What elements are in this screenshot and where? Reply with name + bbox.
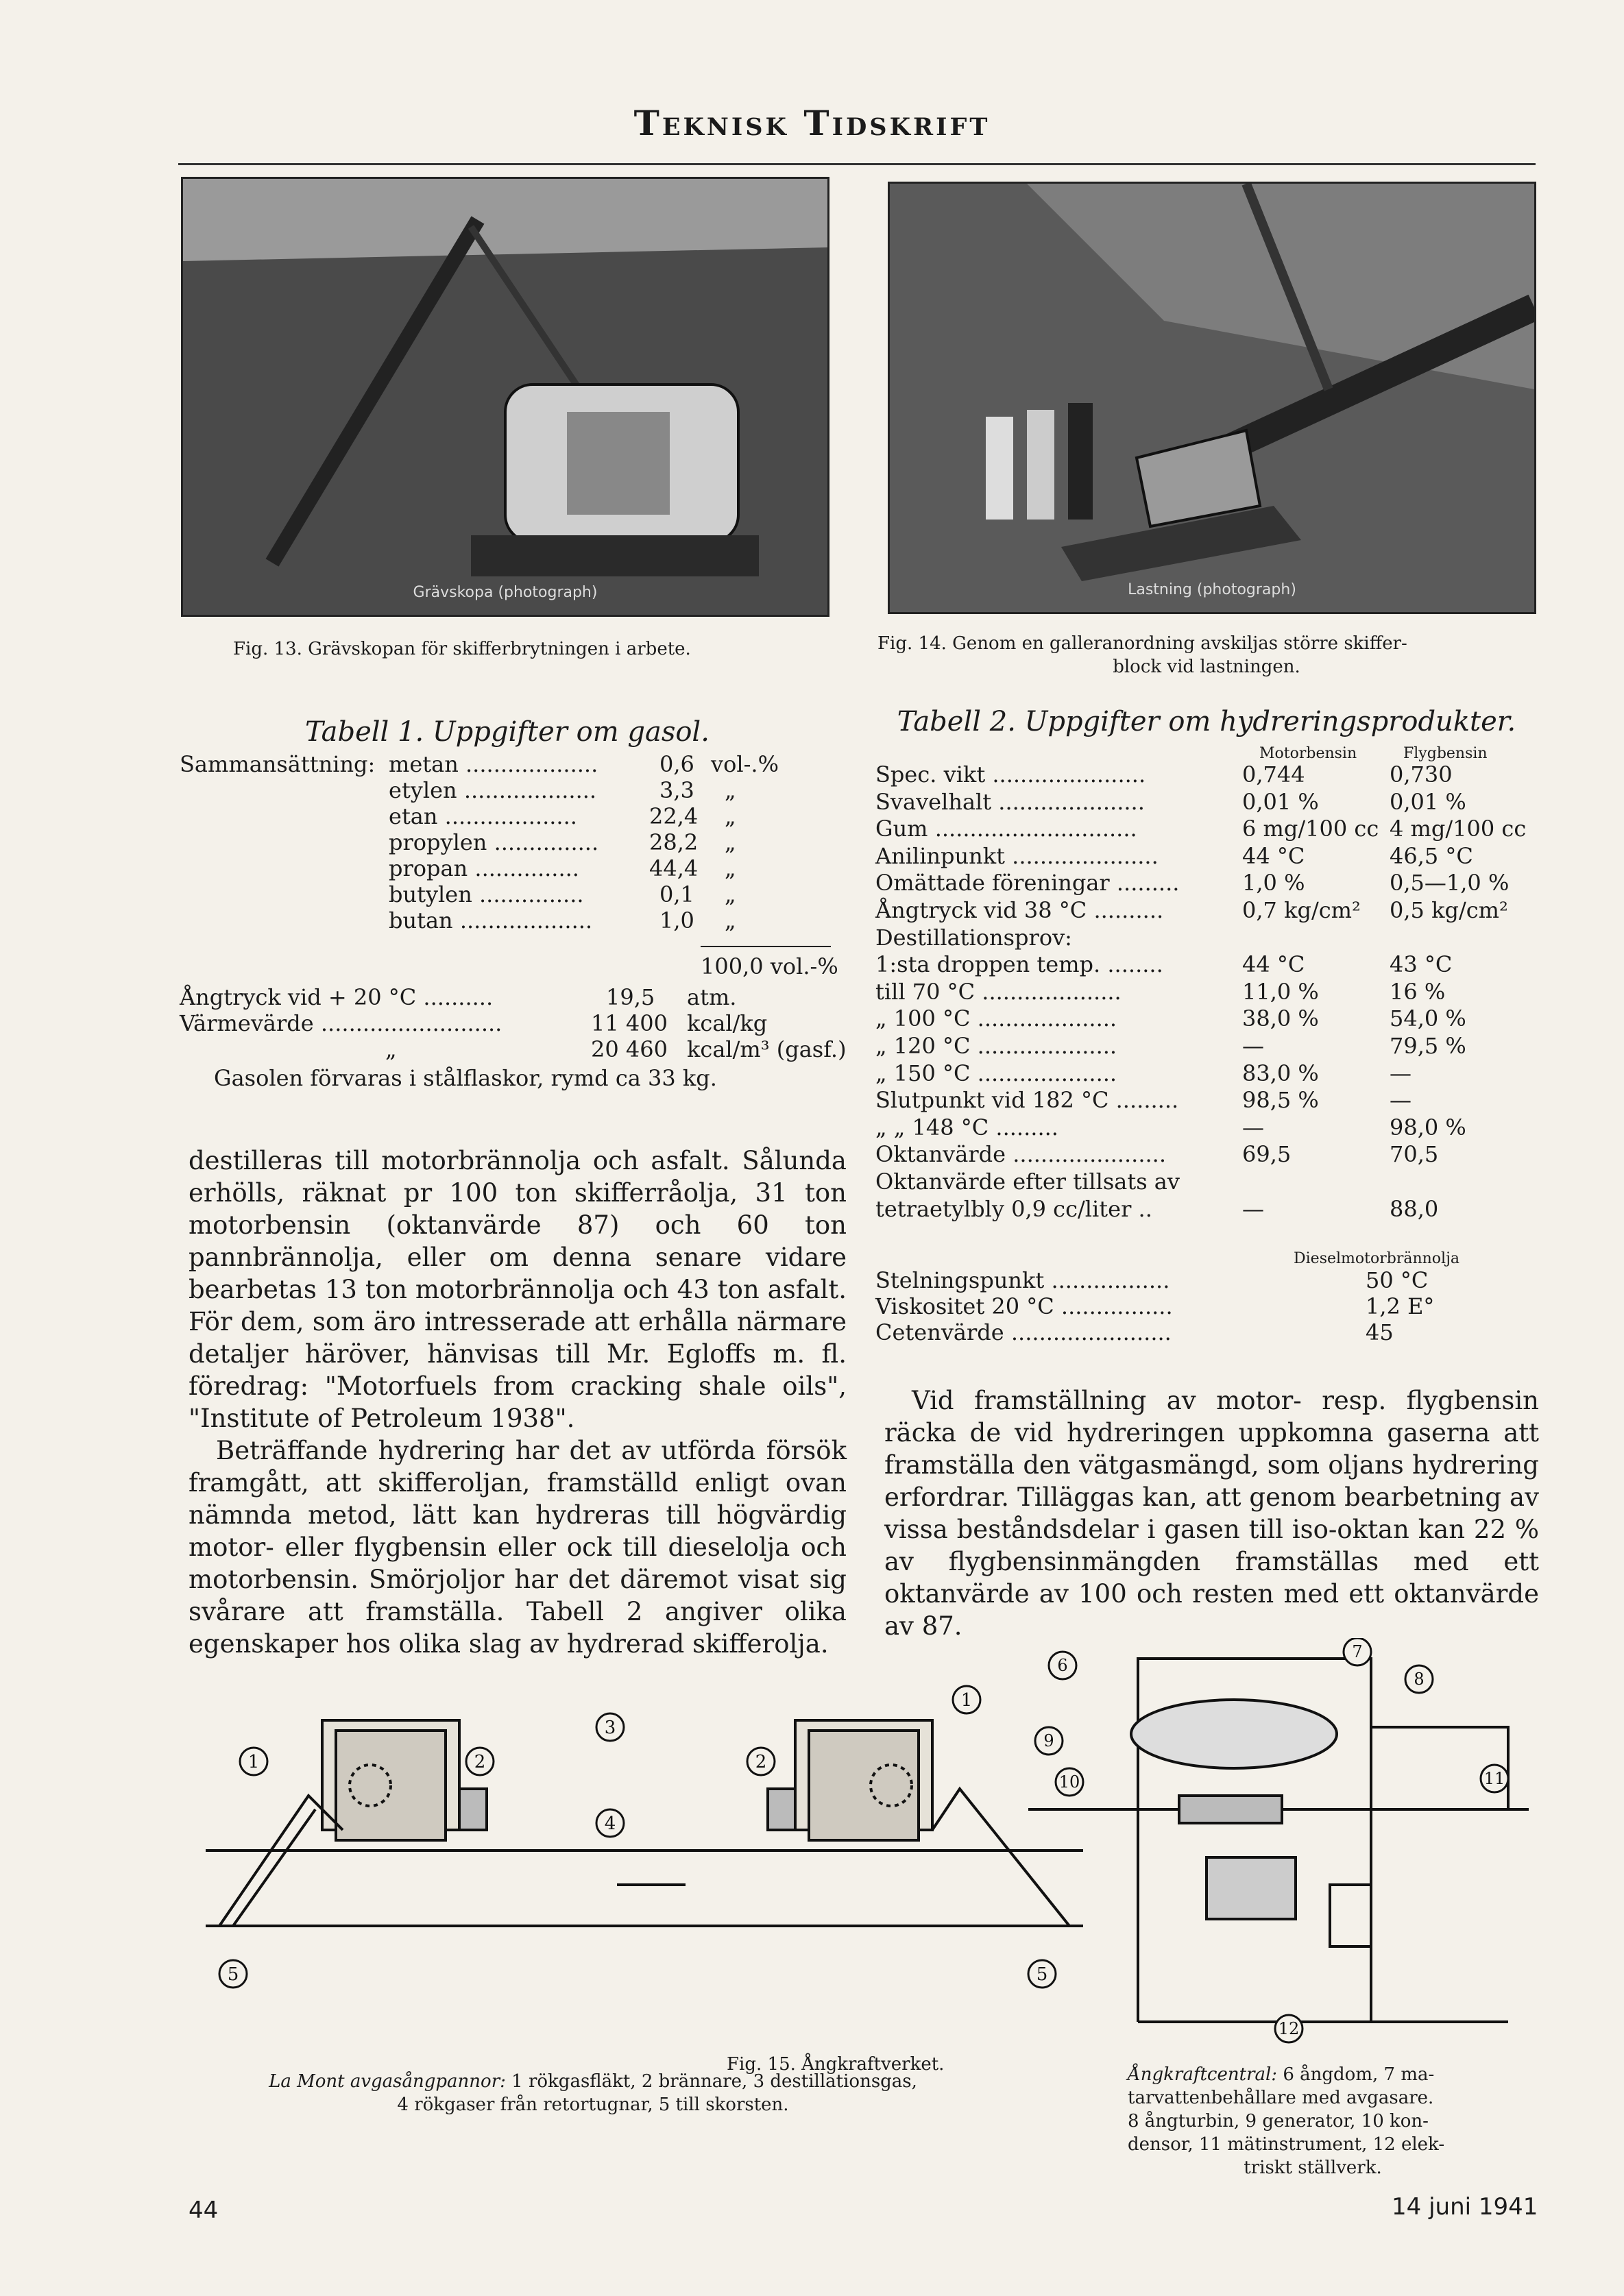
- tabell1-row-unit: „: [725, 777, 736, 803]
- fig14-caption-line1: Fig. 14. Genom en galleranordning avskiljas större skiffer-: [877, 633, 1407, 654]
- tabell1-row-unit: vol-.%: [711, 751, 779, 777]
- fig15-right-caption-line4: densor, 11 mätinstrument, 12 elek-: [1128, 2134, 1445, 2155]
- tabell2-row-label: „ „ 148 °C .........: [875, 1114, 1058, 1140]
- fig15-right-caption: [1128, 2063, 1498, 2179]
- masthead-rule: [178, 163, 1536, 165]
- callout-7: 7: [1352, 1642, 1363, 1661]
- fig14-photo-label: Lastning (photograph): [1128, 581, 1296, 598]
- tabell2-row-label: Oktanvärde ......................: [875, 1141, 1166, 1168]
- tabell2-row-flygbensin: 43 °C: [1390, 951, 1453, 978]
- excavator-illustration: [183, 179, 827, 615]
- tabell2-row-flygbensin: 46,5 °C: [1390, 842, 1473, 869]
- tabell1-row-unit: „: [725, 803, 736, 829]
- fig14-caption-line2: block vid lastningen.: [1113, 657, 1300, 677]
- tabell1-note: Gasolen förvaras i stålflaskor, rymd ca 33 kg.: [214, 1065, 717, 1091]
- callout-2-left: 2: [474, 1752, 486, 1772]
- tabell2-row-flygbensin: 79,5 %: [1390, 1033, 1466, 1059]
- tabell2-diesel-label: Stelningspunkt .................: [875, 1267, 1170, 1293]
- tabell1-extra-value: 11 400: [591, 1010, 668, 1036]
- fig14-photo: [888, 182, 1536, 614]
- tabell2-row-flygbensin: 16 %: [1390, 978, 1446, 1005]
- callout-5-right: 5: [1036, 1964, 1048, 1985]
- tabell1-extra-label: „: [385, 1036, 397, 1062]
- fig15-left-caption-rest1: 1 rökgasfläkt, 2 brännare, 3 destillationsgas,: [505, 2071, 917, 2092]
- tabell2-col1-header: Motorbensin: [1259, 745, 1357, 762]
- tabell1-sum-rule: [701, 946, 831, 947]
- tabell1-title: Tabell 1. Uppgifter om gasol.: [305, 716, 710, 748]
- callout-2-right: 2: [755, 1752, 767, 1772]
- tabell2: [875, 740, 1534, 1357]
- callout-10: 10: [1058, 1772, 1080, 1792]
- tabell1-extra-unit: atm.: [687, 984, 737, 1010]
- tabell2-row-label: Oktanvärde efter tillsats av: [875, 1169, 1180, 1195]
- tabell1-total: 100,0 vol.-%: [701, 953, 838, 979]
- tabell2-row-motorbensin: 11,0 %: [1242, 978, 1319, 1005]
- tabell2-row-flygbensin: 0,5—1,0 %: [1390, 870, 1510, 896]
- tabell1-lead: Sammansättning:: [180, 751, 376, 777]
- tabell1-row-value: 22,4: [649, 803, 699, 829]
- tabell2-title: Tabell 2. Uppgifter om hydreringsprodukter.: [897, 706, 1516, 737]
- fig13-photo: [181, 177, 829, 617]
- callout-4: 4: [604, 1813, 616, 1834]
- tabell1-row-value: 28,2: [649, 829, 699, 855]
- tabell1-row-label: etan ...................: [389, 803, 577, 829]
- tabell1-extra-value: 20 460: [591, 1036, 668, 1062]
- tabell2-row-motorbensin: 83,0 %: [1242, 1060, 1319, 1086]
- callout-1-left: 1: [247, 1752, 260, 1772]
- tabell1-row-unit: „: [725, 829, 736, 855]
- tabell2-row-motorbensin: 44 °C: [1242, 951, 1305, 978]
- callout-1-right: 1: [960, 1690, 973, 1711]
- callout-8: 8: [1414, 1670, 1425, 1689]
- fig13-photo-label: Grävskopa (photograph): [413, 584, 598, 601]
- fig15-left-caption-italic: La Mont avgasångpannor:: [269, 2071, 506, 2092]
- callout-12: 12: [1278, 2019, 1300, 2038]
- callout-9: 9: [1043, 1731, 1054, 1750]
- tabell1-extra-unit: kcal/m³ (gasf.): [687, 1036, 847, 1062]
- tabell1-extra-unit: kcal/kg: [687, 1010, 768, 1036]
- tabell1-row-label: butylen ...............: [389, 881, 584, 907]
- tabell1-row-unit: „: [725, 907, 736, 933]
- callout-5-left: 5: [227, 1964, 239, 1985]
- tabell2-row-flygbensin: 70,5: [1390, 1141, 1439, 1168]
- tabell2-row-motorbensin: 1,0 %: [1242, 870, 1305, 896]
- tabell2-diesel-label: Viskositet 20 °C ................: [875, 1293, 1173, 1319]
- boiler-right: [590, 1720, 1083, 1926]
- tabell2-row-flygbensin: 0,5 kg/cm²: [1390, 897, 1508, 923]
- tabell1-row-value: 0,1: [659, 881, 694, 907]
- tabell1-extra-value: 19,5: [606, 984, 655, 1010]
- tabell2-row-motorbensin: 38,0 %: [1242, 1005, 1319, 1032]
- masthead: Teknisk Tidskrift: [633, 103, 991, 143]
- tabell1-row-unit: „: [725, 881, 736, 907]
- callout-3: 3: [604, 1718, 616, 1738]
- tabell2-row-label: „ 150 °C ....................: [875, 1060, 1117, 1086]
- tabell2-row-flygbensin: —: [1390, 1060, 1411, 1086]
- tabell1-extra-label: Ångtryck vid + 20 °C ..........: [180, 984, 494, 1010]
- body-right-p1: Vid framställning av motor- resp. flygbensin räcka de vid hydreringen uppkomna gaserna att framställa den vätgasmängd, som oljans hydrering erfordrar. Tilläggas kan, att genom bearbetning av vissa beståndsdelar i gasen till iso-oktan kan 22 % av flygbensinmängden framställas med ett oktanvärde av 100 och resten med ett oktanvärde av 87.: [884, 1386, 1539, 1641]
- tabell2-row-motorbensin: 44 °C: [1242, 842, 1305, 869]
- callout-11: 11: [1483, 1769, 1505, 1788]
- tabell2-row-label: Destillationsprov:: [875, 924, 1072, 951]
- tabell2-diesel-value: 45: [1366, 1319, 1394, 1345]
- fig15-boiler-diagram: [206, 1672, 1083, 2029]
- loading-illustration: [890, 184, 1534, 612]
- tabell2-col2-header: Flygbensin: [1403, 745, 1488, 762]
- page-number: 44: [189, 2197, 219, 2224]
- tabell2-row-label: Anilinpunkt .....................: [875, 842, 1159, 869]
- tabell2-row-motorbensin: —: [1242, 1033, 1264, 1059]
- tabell2-row-motorbensin: 0,744: [1242, 761, 1305, 787]
- tabell2-row-label: Spec. vikt ......................: [875, 761, 1146, 787]
- tabell1-row-label: propan ...............: [389, 855, 579, 881]
- tabell1-row-unit: „: [725, 855, 736, 881]
- tabell1-extra-label: Värmevärde ..........................: [180, 1010, 502, 1036]
- fig15-left-caption: [189, 2070, 997, 2116]
- tabell1-row-value: 1,0: [659, 907, 694, 933]
- tabell2-diesel-header: Dieselmotorbrännolja: [1294, 1250, 1460, 1267]
- fig15-left-caption-rest2: 4 rökgaser från retortugnar, 5 till skorsten.: [397, 2095, 789, 2115]
- callout-6: 6: [1057, 1656, 1068, 1675]
- tabell2-diesel-value: 1,2 E°: [1366, 1293, 1435, 1319]
- tabell2-row-motorbensin: 69,5: [1242, 1141, 1292, 1168]
- tabell1-row-value: 44,4: [649, 855, 699, 881]
- tabell2-row-flygbensin: 88,0: [1390, 1195, 1439, 1222]
- tabell2-row-motorbensin: 0,7 kg/cm²: [1242, 897, 1361, 923]
- tabell1-row-label: etylen ...................: [389, 777, 597, 803]
- tabell2-row-motorbensin: 0,01 %: [1242, 788, 1319, 815]
- tabell2-row-label: Slutpunkt vid 182 °C .........: [875, 1087, 1179, 1114]
- fig15-right-caption-rest1: 6 ångdom, 7 ma-: [1277, 2064, 1435, 2085]
- tabell2-row-flygbensin: 0,01 %: [1390, 788, 1466, 815]
- issue-date: 14 juni 1941: [1392, 2193, 1538, 2221]
- tabell1-row-label: butan ...................: [389, 907, 593, 933]
- fig15-title: Fig. 15. Ångkraftverket.: [727, 2054, 945, 2075]
- tabell2-row-label: Omättade föreningar .........: [875, 870, 1180, 896]
- tabell2-row-flygbensin: —: [1390, 1087, 1411, 1114]
- tabell2-row-label: „ 100 °C ....................: [875, 1005, 1117, 1032]
- body-left-p2: Beträffande hydrering har det av utförda försök framgått, att skifferoljan, framställd enligt ovan nämnda metod, lätt kan hydreras till högvärdig motor- eller flygbensin eller ock till dieselolja och motorbensin. Smörjoljor har det däremot visat sig svårare att framställa. Tabell 2 angiver olika egenskaper hos olika slag av hydrerad skifferolja.: [189, 1436, 847, 1659]
- tabell1-row-label: propylen ...............: [389, 829, 599, 855]
- body-left: [189, 1145, 847, 1660]
- fig15-right-caption-line5: triskt ställverk.: [1244, 2158, 1382, 2178]
- tabell2-row-label: Svavelhalt .....................: [875, 788, 1145, 815]
- fig15-powerhouse-diagram: [1028, 1638, 1529, 2049]
- tabell1: [180, 750, 847, 1093]
- body-right: [884, 1384, 1539, 1642]
- fig15-right-caption-italic: Ångkraftcentral:: [1128, 2064, 1278, 2085]
- tabell1-row-label: metan ...................: [389, 751, 598, 777]
- tabell2-row-label: tetraetylbly 0,9 cc/liter ..: [875, 1195, 1152, 1222]
- fig13-caption: Fig. 13. Grävskopan för skifferbrytningen i arbete.: [233, 639, 691, 659]
- tabell2-row-label: 1:sta droppen temp. ........: [875, 951, 1163, 978]
- tabell2-row-motorbensin: 6 mg/100 cc: [1242, 816, 1379, 842]
- tabell2-row-flygbensin: 98,0 %: [1390, 1114, 1466, 1140]
- tabell2-row-motorbensin: —: [1242, 1195, 1264, 1222]
- tabell2-row-motorbensin: —: [1242, 1114, 1264, 1140]
- body-left-p1: destilleras till motorbrännolja och asfalt. Sålunda erhölls, räknat pr 100 ton skifferråolja, 31 ton motorbensin (oktanvärde 87) och 60 ton pannbrännolja, eller om denna senare vidare bearbetas 13 ton motorbrännolja och 43 ton asfalt. För dem, som äro intresserade att erhålla närmare detaljer häröver, hänvisas till Mr. Egloffs m. fl. föredrag: "Motorfuels from cracking shale oils", "Institute of Petroleum 1938".: [189, 1146, 847, 1433]
- tabell2-row-flygbensin: 4 mg/100 cc: [1390, 816, 1527, 842]
- tabell2-row-label: „ 120 °C ....................: [875, 1033, 1117, 1059]
- tabell2-row-motorbensin: 98,5 %: [1242, 1087, 1319, 1114]
- tabell2-row-flygbensin: 0,730: [1390, 761, 1453, 787]
- fig15-right-caption-line2: tarvattenbehållare med avgasare.: [1128, 2088, 1434, 2108]
- tabell1-row-value: 3,3: [659, 777, 694, 803]
- tabell1-row-value: 0,6: [659, 751, 694, 777]
- fig15-right-caption-line3: 8 ångturbin, 9 generator, 10 kon-: [1128, 2111, 1429, 2132]
- tabell2-row-flygbensin: 54,0 %: [1390, 1005, 1466, 1032]
- tabell2-row-label: Gum .............................: [875, 816, 1137, 842]
- tabell2-diesel-label: Cetenvärde .......................: [875, 1319, 1172, 1345]
- tabell2-diesel-value: 50 °C: [1366, 1267, 1429, 1293]
- tabell2-row-label: Ångtryck vid 38 °C ..........: [875, 897, 1164, 923]
- tabell2-row-label: till 70 °C ....................: [875, 978, 1122, 1005]
